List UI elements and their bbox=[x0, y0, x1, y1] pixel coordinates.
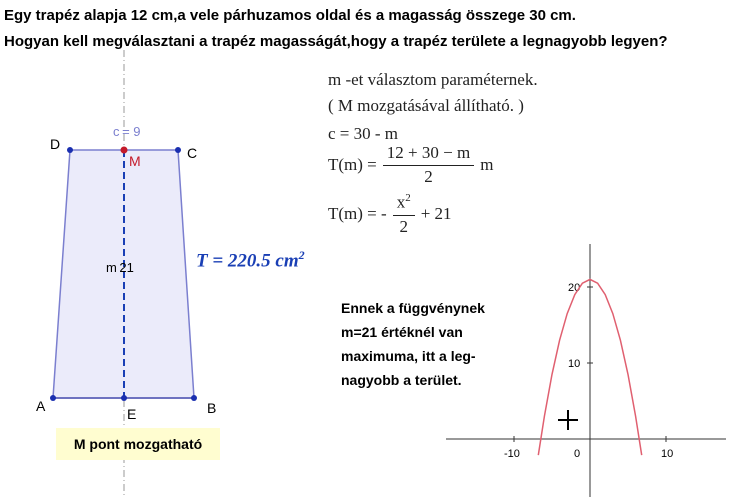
eq2-numerator bbox=[393, 192, 415, 216]
question-line-1: Egy trapéz alapja 12 cm,a vele párhuzamos oldal és a magasság összege 30 cm. bbox=[4, 7, 576, 24]
info-line-1: Ennek a függvénynek bbox=[341, 300, 485, 316]
vertex-a[interactable] bbox=[50, 395, 56, 401]
eq2-fraction bbox=[393, 192, 415, 237]
explain-line-3: c = 30 - m bbox=[328, 124, 399, 143]
point-m[interactable] bbox=[121, 147, 128, 154]
eq2-rhs: + 21 bbox=[420, 204, 452, 224]
info-line-3: maximuma, itt a leg- bbox=[341, 348, 476, 364]
point-e[interactable] bbox=[121, 395, 127, 401]
eq1-numerator: 12 + 30 − m bbox=[383, 143, 474, 166]
equation-2 bbox=[328, 192, 452, 237]
eq2-denominator: 2 bbox=[399, 216, 408, 236]
label-a: A bbox=[36, 398, 46, 414]
label-c: C bbox=[187, 145, 198, 161]
eq1-lhs: T(m) = bbox=[328, 155, 377, 174]
x-tick-label: 10 bbox=[661, 448, 674, 460]
explain-line-1: m -et választom paraméternek. bbox=[328, 70, 538, 89]
move-note: M pont mozgatható bbox=[56, 428, 220, 460]
area-text: T = 220.5 cm bbox=[196, 250, 299, 272]
explain-line-2: ( M mozgatásával állítható. ) bbox=[328, 96, 524, 115]
eq2-num-exp: 2 bbox=[405, 192, 411, 204]
label-b: B bbox=[207, 400, 217, 416]
y-tick-label: 10 bbox=[568, 358, 581, 370]
info-line-4: nagyobb a terület. bbox=[341, 372, 462, 388]
label-e: E bbox=[127, 406, 137, 422]
area-label bbox=[196, 248, 305, 272]
vertex-b[interactable] bbox=[191, 395, 197, 401]
y-tick-label: 20 bbox=[568, 282, 581, 294]
eq1-denominator: 2 bbox=[424, 167, 433, 186]
eq2-num-base: x bbox=[396, 192, 406, 212]
vertex-d[interactable] bbox=[67, 147, 73, 153]
question-line-2: Hogyan kell megválasztani a trapéz magasságát,hogy a trapéz területe a legnagyobb legyen? bbox=[4, 33, 668, 50]
label-m: M bbox=[129, 153, 141, 169]
eq1-rhs: m bbox=[480, 155, 494, 174]
area-exponent: 2 bbox=[298, 248, 305, 262]
equation-1 bbox=[328, 143, 493, 187]
label-height: m 21 bbox=[106, 260, 134, 275]
x-tick-label: -10 bbox=[504, 448, 520, 460]
info-text bbox=[341, 296, 541, 392]
eq1-fraction bbox=[383, 143, 474, 187]
crosshair-point[interactable] bbox=[558, 410, 578, 430]
info-line-2: m=21 értéknél van bbox=[341, 324, 463, 340]
eq2-lhs: T(m) = - bbox=[328, 204, 387, 224]
vertex-c[interactable] bbox=[175, 147, 181, 153]
label-d: D bbox=[50, 136, 61, 152]
label-top-side: c = 9 bbox=[113, 124, 141, 139]
x-tick-label: 0 bbox=[574, 448, 581, 460]
